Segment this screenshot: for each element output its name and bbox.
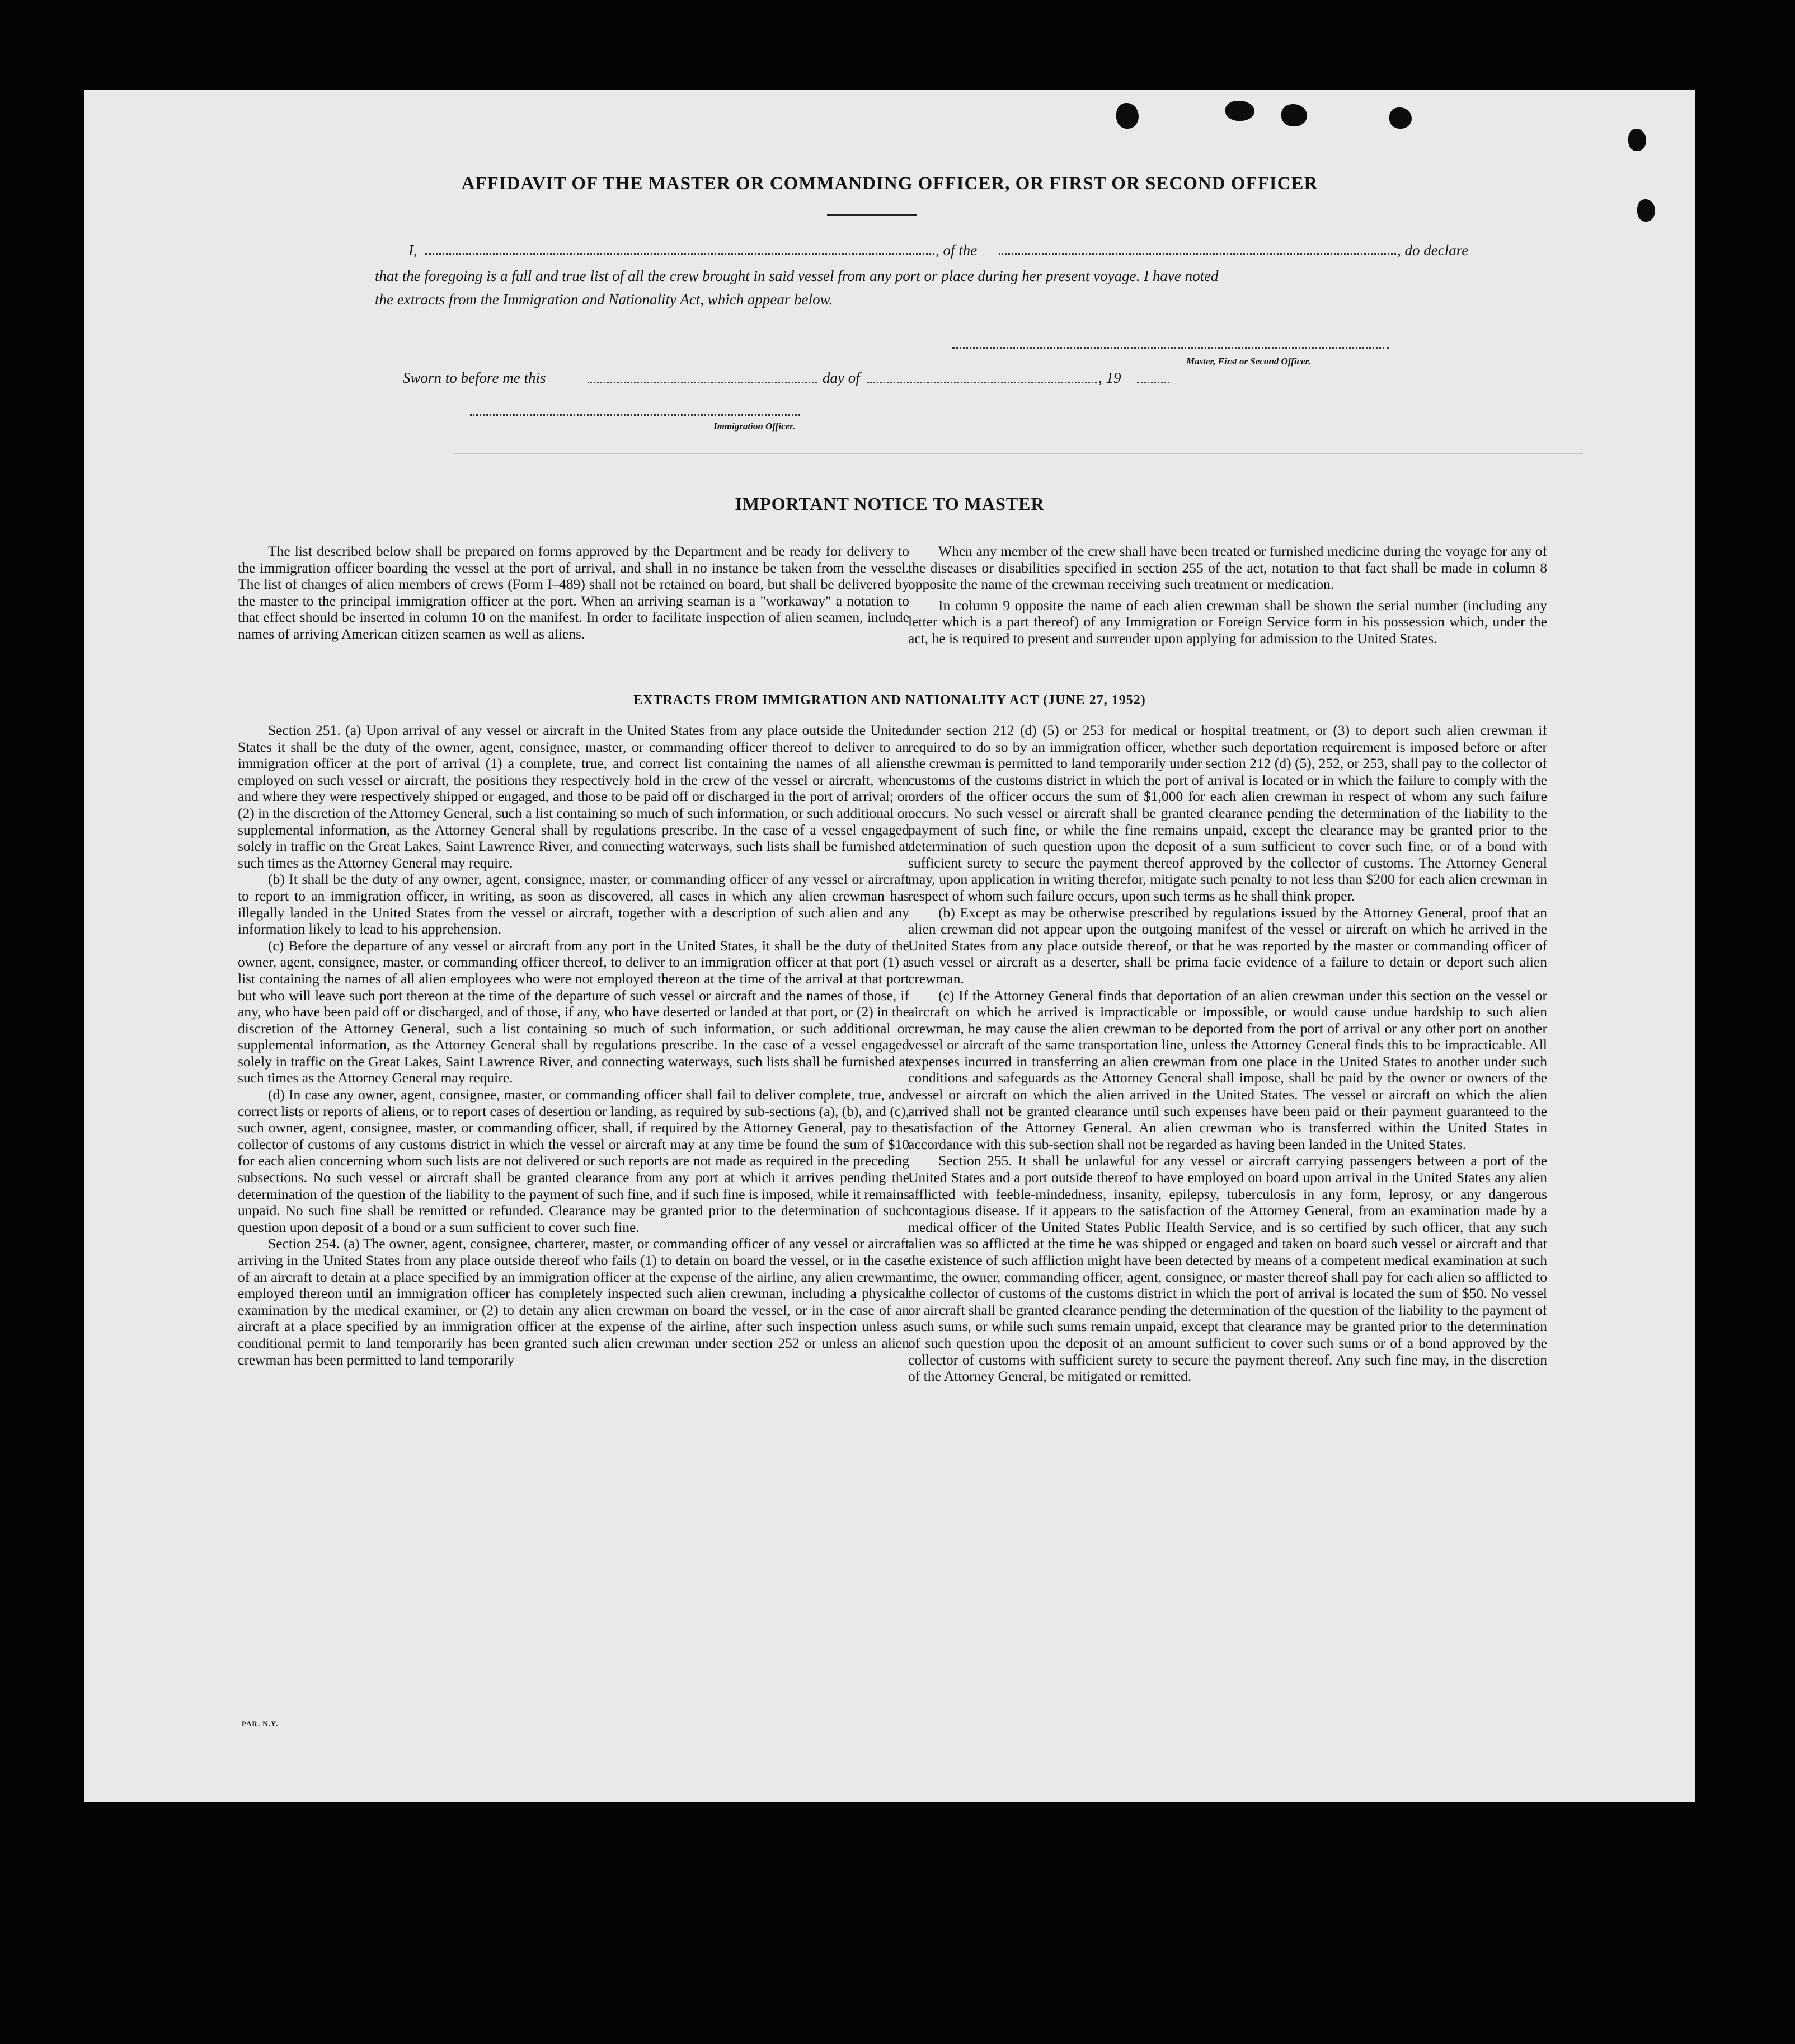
punch-hole [1225,101,1254,121]
title-underline [827,214,917,216]
punch-hole [1389,107,1412,129]
extracts-title: EXTRACTS FROM IMMIGRATION AND NATIONALITY ACT (JUNE 27, 1952) [633,693,1146,707]
sworn-month-field[interactable] [867,382,1097,383]
master-signature-label: Master, First or Second Officer. [1186,356,1311,367]
day-of-label: day of [823,369,860,386]
section-255: Section 255. It shall be unlawful for any vessel or aircraft carrying passengers between a port of the United States and a port outside thereof to have employed on board upon arrival in the United States any alien afflicted with feeble-mindedness, insanity, epilepsy, tuberculosis in any form, leprosy, or any dangerous contagious disease. If it appears to the satisfaction of the Attorney General, from an examination made by a medical officer of the United States Public Health Service, and is so certified by such officer, that any such alien was so afflicted at the time he was shipped or engaged and taken on board such vessel or aircraft and that the existence of such affliction might have been detected by means of a competent medical examination at such time, the owner, commanding officer, agent, consignee, or master thereof shall pay for each alien so afflicted to the collector of customs of the customs district in which the port of arrival is located the sum of $50. No vessel or aircraft shall be granted clearance pending the determination of the question of the liability to the payment of such sums, or while such sums remain unpaid, except that clearance may be granted prior to the determination of such question upon the deposit of an amount sufficient to cover such sums or of a bond approved by the collector of customs with sufficient surety to secure the payment thereof. Any such fine may, in the discretion of the Attorney General, be mitigated or remitted. [908,1152,1547,1385]
section-251d: (d) In case any owner, agent, consignee, master, or commanding officer shall fail to deliver complete, true, and correct lists or reports of aliens, or to report cases of desertion or landing, as required by sub-sections (a), (b), and (c), such owner, agent, consignee, master, or commanding officer, shall, if required by the Attorney General, pay to the collector of customs of any customs district in which the vessel or aircraft may at any time be found the sum of $10 for each alien concerning whom such lists are not delivered or such reports are not made as required in the preceding subsections. No such vessel or aircraft shall be granted clearance from any port at which it arrives pending the determination of the question of the liability to the payment of such fine, and if such fine is imposed, while it remains unpaid. No such fine shall be remitted or refunded. Clearance may be granted prior to the determination of such question upon deposit of a bond or a sum sufficient to cover such fine. [238,1086,909,1235]
punch-hole [1281,104,1307,126]
affidavit-i-label: I, [408,242,417,259]
punch-hole [1637,199,1655,222]
notice-left-paragraph: The list described below shall be prepared on forms approved by the Department and be ready for delivery to the immigration officer boarding the vessel at the port of arrival, and shall in no instance be taken from the vessel. The list of changes of alien members of crews (Form I–489) shall not be retained on board, but shall be delivered by the master to the principal immigration officer at the port. When an arriving seaman is a "workaway" a notation to that effect should be inserted in column 10 on the manifest. In order to facilitate inspection of alien seamen, include names of arriving American citizen seamen as well as aliens. [238,543,909,642]
year-field[interactable] [1137,382,1169,383]
notice-left-column [238,543,909,647]
officer-signature-field[interactable] [470,414,800,416]
year-label: , 19 [1098,369,1121,386]
form-page [84,90,1695,1802]
punch-hole [1116,103,1139,129]
affidavit-of-the-label: , of the [936,242,978,259]
section-251b: (b) It shall be the duty of any owner, agent, consignee, master, or commanding officer of any vessel or aircraft to report to an immigration officer, in writing, as soon as discovered, all cases in which any alien crewman has illegally landed in the United States from the vessel or aircraft, together with a description of such alien and any information likely to lead to his apprehension. [238,871,909,937]
affidavit-statement-cont: the extracts from the Immigration and Nationality Act, which appear below. [375,291,833,308]
section-254a: Section 254. (a) The owner, agent, consignee, charterer, master, or commanding officer of any vessel or aircraft arriving in the United States from any place outside thereof who fails (1) to detain on board the vessel, or in the case of an aircraft to detain at a place specified by an immigration officer at the expense of the airline, any alien crewman employed thereon until an immigration officer has completely inspected such alien crewman, including a physical examination by the medical examiner, or (2) to detain any alien crewman on board the vessel, or in the case of an aircraft at a place specified by an immigration officer at the expense of the airline, after such inspection unless a conditional permit to land temporarily has been granted such alien crewman under section 252 or unless an alien crewman has been permitted to land temporarily [238,1235,909,1368]
section-251a: Section 251. (a) Upon arrival of any vessel or aircraft in the United States from any place outside the United States it shall be the duty of the owner, agent, consignee, master, or commanding officer thereof to deliver to an immigration officer at the port of arrival (1) a complete, true, and correct list containing the names of all aliens employed on such vessel or aircraft, the positions they respectively hold in the crew of the vessel or aircraft, when and where they were respectively shipped or engaged, and those to be paid off or discharged in the port of arrival; or (2) in the discretion of the Attorney General, such a list containing so much of such information, or such additional or supplemental information, as the Attorney General shall by regulations prescribe. In the case of a vessel engaged solely in traffic on the Great Lakes, Saint Lawrence River, and connecting waterways, such lists shall be furnished at such times as the Attorney General may require. [238,722,909,871]
section-251c: (c) Before the departure of any vessel or aircraft from any port in the United States, it shall be the duty of the owner, agent, consignee, master, or commanding officer thereof, to deliver to an immigration officer at that port (1) a list containing the names of all alien employees who were not employed thereon at the time of the arrival at that port but who will leave such port thereon at the time of the departure of such vessel or aircraft and the names of those, if any, who have been paid off or discharged, and of those, if any, who have deserted or landed at that port, or (2) in the discretion of the Attorney General, such a list containing so much of such information, or such additional or supplemental information, as the Attorney General shall by regulations prescribe. In the case of a vessel engaged solely in traffic on the Great Lakes, Saint Lawrence River, and connecting waterways, such lists shall be furnished at such times as the Attorney General may require. [238,937,909,1086]
section-divider [453,453,1583,454]
extracts-left-column [238,722,909,1368]
section-254b: (b) Except as may be otherwise prescribed by regulations issued by the Attorney General, proof that an alien crewman did not appear upon the outgoing manifest of the vessel or aircraft on which he arrived in the United States from any place outside thereof, or that he was reported by the master or commanding officer of such vessel or aircraft as a deserter, shall be prima facie evidence of a failure to detain or deport such alien crewman. [908,904,1547,987]
section-254c: (c) If the Attorney General finds that deportation of an alien crewman under this section on the vessel or aircraft on which he arrived is impracticable or impossible, or would cause undue hardship to such alien crewman, he may cause the alien crewman to be deported from the port of arrival or any other port on another vessel or aircraft of the same transportation line, unless the Attorney General finds this to be impracticable. All expenses incurred in transferring an alien crewman from one place in the United States to another under such conditions and safeguards as the Attorney General shall impose, shall be paid by the owner or owners of the vessel or aircraft on which the alien arrived in the United States. The vessel or aircraft on which the alien arrived shall not be granted clearance until such expenses have been paid or their payment guaranteed to the satisfaction of the Attorney General. An alien crewman who is transferred within the United States in accordance with this sub-section shall not be regarded as having been landed in the United States. [908,987,1547,1152]
affidavit-statement: that the foregoing is a full and true list of all the crew brought in said vessel from any port or place during her present voyage. I have noted [375,268,1219,284]
sworn-label: Sworn to before me this [403,369,546,386]
extracts-right-column [908,722,1547,1385]
notice-right-paragraph-1: When any member of the crew shall have been treated or furnished medicine during the voyage for any of the diseases or disabilities specified in section 255 of the act, notation to that fact shall be made in column 8 opposite the name of the crewman receiving such treatment or medication. [908,543,1547,593]
punch-hole [1628,129,1646,151]
affidavit-title: AFFIDAVIT OF THE MASTER OR COMMANDING OFFICER, OR FIRST OR SECOND OFFICER [461,174,1318,194]
vessel-field[interactable] [999,253,1396,255]
affidavit-declare-label: , do declare [1397,242,1469,259]
notice-title: IMPORTANT NOTICE TO MASTER [735,494,1045,514]
notice-right-paragraph-2: In column 9 opposite the name of each alien crewman shall be shown the serial number (including any letter which is a part thereof) of any Immigration or Foreign Service form in his possession which, under the act, he is required to present and surrender upon applying for admission to the United States. [908,597,1547,646]
notice-right-column [908,543,1547,651]
printer-mark: PAR. N.Y. [242,1719,279,1728]
master-signature-field[interactable] [952,347,1389,349]
officer-signature-label: Immigration Officer. [713,421,796,432]
sworn-day-field[interactable] [588,382,817,383]
section-254a-cont: under section 212 (d) (5) or 253 for medical or hospital treatment, or (3) to deport such alien crewman if required to do so by an immigration officer, whether such deportation requirement is imposed before or after the crewman is permitted to land temporarily under section 212 (d) (5), 252, or 253, shall pay to the collector of customs of the customs district in which the port of arrival is located or in which the failure to comply with the orders of the officer occurs the sum of $1,000 for each alien crewman in respect of whom any such failure occurs. No such vessel or aircraft shall be granted clearance pending the determination of the liability to the payment of such fine, or while the fine remains unpaid, except the clearance may be granted prior to the determination of such question upon the deposit of a sum sufficient to cover such fine, or of a bond with sufficient surety to secure the payment thereof approved by the collector of customs. The Attorney General may, upon application in writing therefor, mitigate such penalty to not less than $200 for each alien crewman in respect of whom such failure occurs, upon such terms as he shall think proper. [908,722,1547,904]
name-field[interactable] [425,253,934,255]
